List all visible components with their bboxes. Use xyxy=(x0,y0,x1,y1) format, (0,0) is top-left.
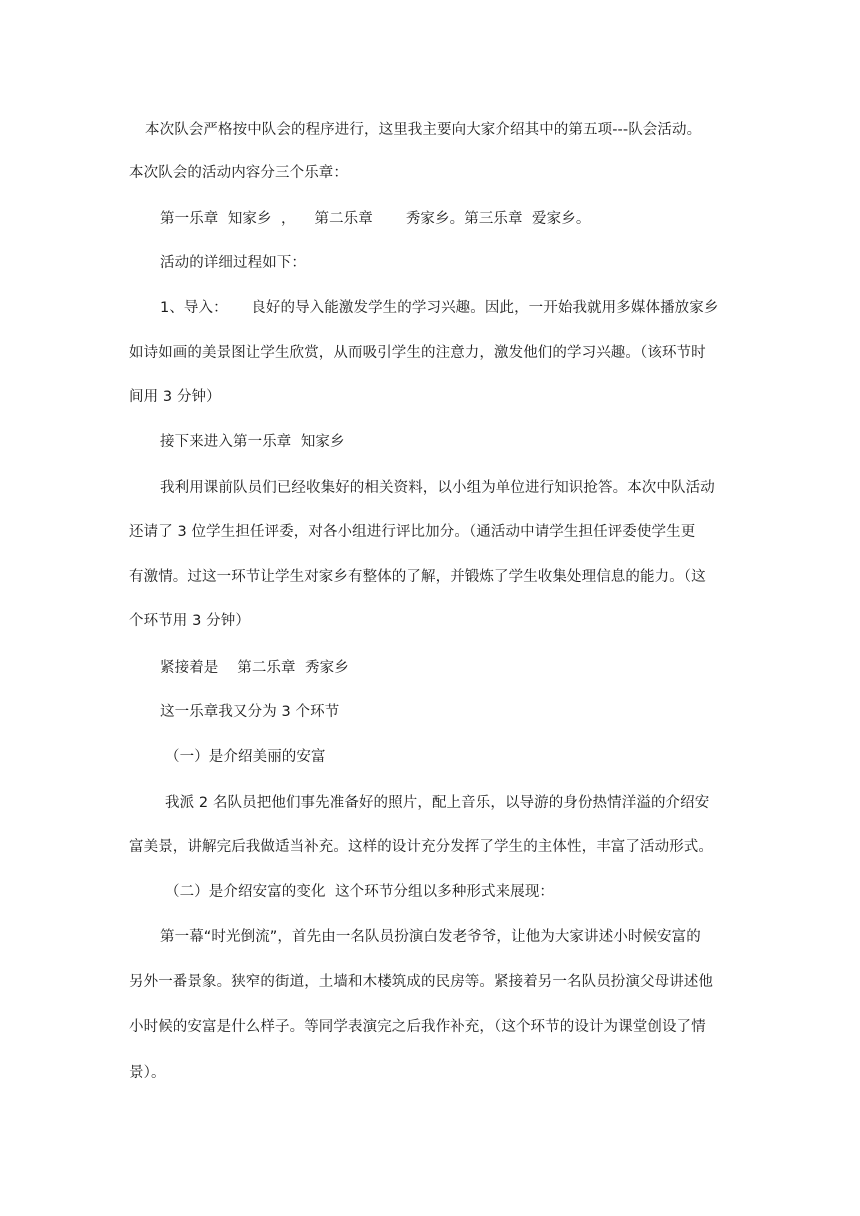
paragraph-line: （一）是介绍美丽的安富 xyxy=(165,749,326,765)
paragraph-line: （二）是介绍安富的变化 这个环节分组以多种形式来展现： xyxy=(165,884,555,900)
paragraph-line: 本次队会的活动内容分三个乐章： xyxy=(129,165,348,181)
paragraph-line: 景）。 xyxy=(129,1065,166,1081)
paragraph-line: 我利用课前队员们已经收集好的相关资料，以小组为单位进行知识抢答。本次中队活动 xyxy=(160,480,715,496)
paragraph-line: 另外一番景象。狭窄的街道，土墙和木楼筑成的民房等。紧接着另一名队员扮演父母讲述他 xyxy=(129,974,713,990)
paragraph-line: 如诗如画的美景图让学生欣赏，从而吸引学生的注意力，激发他们的学习兴趣。（该环节时 xyxy=(129,345,706,361)
paragraph-line: 第一乐章 知家乡 ， 第二乐章 秀家乡。第三乐章 爱家乡。 xyxy=(160,211,591,227)
paragraph-line: 本次队会严格按中队会的程序进行，这里我主要向大家介绍其中的第五项---队会活动。 xyxy=(145,122,702,138)
paragraph-line: 还请了 3 位学生担任评委，对各小组进行评比加分。（通活动中请学生担任评委使学生更 xyxy=(129,524,696,540)
paragraph-line: 富美景，讲解完后我做适当补充。这样的设计充分发挥了学生的主体性，丰富了活动形式。 xyxy=(129,839,713,855)
paragraph-line: 间用 3 分钟） xyxy=(129,389,221,405)
paragraph-line: 接下来进入第一乐章 知家乡 xyxy=(160,434,345,450)
paragraph-line: 这一乐章我又分为 3 个环节 xyxy=(160,704,340,720)
paragraph-line: 个环节用 3 分钟） xyxy=(129,613,250,629)
paragraph-line: 小时候的安富是什么样子。等同学表演完之后我作补充，（这个环节的设计为课堂创设了情 xyxy=(129,1019,706,1035)
paragraph-line: 紧接着是 第二乐章 秀家乡 xyxy=(160,660,349,676)
paragraph-line: 第一幕“时光倒流”，首先由一名队员扮演白发老爷爷，让他为大家讲述小时候安富的 xyxy=(160,929,701,945)
paragraph-line: 1、导入： 良好的导入能激发学生的学习兴趣。因此，一开始我就用多媒体播放家乡 xyxy=(160,300,719,316)
paragraph-line: 我派 2 名队员把他们事先准备好的照片，配上音乐，以导游的身份热情洋溢的介绍安 xyxy=(165,795,710,811)
paragraph-line: 有激情。过这一环节让学生对家乡有整体的了解，并锻炼了学生收集处理信息的能力。（这 xyxy=(129,569,706,585)
paragraph-line: 活动的详细过程如下： xyxy=(160,255,306,271)
